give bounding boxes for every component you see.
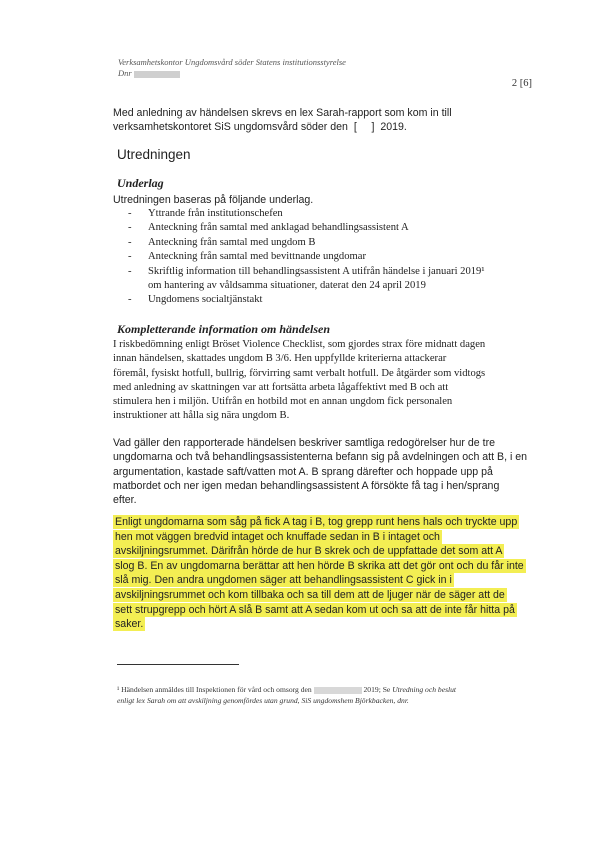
underlag-list (128, 207, 485, 308)
list-item: - Ungdomens socialtjänstakt (128, 293, 485, 307)
paragraph-line: efter. (113, 494, 137, 507)
redacted-date: [ ] (350, 121, 378, 134)
highlighted-paragraph (113, 515, 526, 632)
intro-line (113, 120, 452, 134)
list-item: - Yttrande från institutionschefen (128, 207, 485, 221)
subheading-underlag: Underlag (117, 176, 164, 190)
section-heading-utredningen: Utredningen (117, 147, 191, 162)
highlighted-line: Enligt ungdomarna som såg på fick A tag i B, tog grepp runt hens hals och tryckte upp (115, 516, 518, 528)
highlighted-line: saker. (115, 618, 144, 631)
paragraph-line: stimulera hen i miljön. Utifrån en hotbild mot en annan ungdom fick personalen (113, 396, 453, 408)
underlag-intro: Utredningen baseras på följande underlag. (113, 194, 314, 206)
paragraph-line: med anledning av skattningen var att fortsätta arbeta lågaffektivt med B och att (113, 381, 449, 393)
paragraph-line: föremål, fysiskt hotfull, bullrig, förvirring samt verbalt hotfull. De åtgärder som vidtogs (113, 367, 486, 379)
footnote-line (117, 684, 456, 695)
intro-line: Med anledning av händelsen skrevs en lex Sarah-rapport som kom in till (113, 107, 452, 119)
letterhead-line: Verksamhetskontor Ungdomsvård söder Statens institutionsstyrelse (118, 57, 346, 67)
list-item: - Skriftlig information till behandlingsassistent A utifrån händelse i januari 2019¹ (128, 265, 485, 279)
list-item: - Anteckning från samtal med ungdom B (128, 236, 485, 250)
intro-paragraph (113, 106, 452, 135)
highlighted-line: avskiljningsrummet och kom tillbaka och sa till dem att de ljuger när de säger att de (115, 588, 505, 601)
list-item: - Anteckning från samtal med bevittnande ungdomar (128, 250, 485, 264)
paragraph-line: instruktioner att hålla sig nära ungdom B. (113, 410, 290, 422)
paragraph-line: innan händelsen, skattades ungdom B 3/6. Hen uppfyllde kriterierna attackerar (113, 353, 447, 365)
paragraph-line: matbordet och ner igen medan behandlingsassistent A försökte få tag i hen/sprang (113, 479, 500, 492)
page-number: 2 [6] (511, 78, 532, 89)
highlighted-line: sett strupgrepp och hört A slå B samt att A sedan kom ut och sa att de inte får hitta på (115, 603, 515, 616)
intro-line-text: verksamhetskontoret SiS ungdomsvård söder den (113, 121, 348, 134)
paragraph-line: I riskbedömning enligt Bröset Violence Checklist, som gjordes strax före midnatt dagen (113, 339, 486, 350)
highlighted-line: slå mig. Den andra ungdomen säger att behandlingsassistent C gick in i (115, 574, 452, 587)
redacted-date (314, 687, 362, 694)
list-item: - Anteckning från samtal med anklagad behandlingsassistent A (128, 221, 485, 235)
footnote-reference: Utredning och beslut (392, 685, 457, 694)
highlighted-line: avskiljningsrummet. Därifrån hörde de hur B skrek och de uppfattade det som att A (115, 545, 503, 558)
paragraph-line: ungdomarna och två behandlingsassistenterna befann sig på avdelningen och att B, i en (113, 451, 528, 464)
case-number-label (118, 68, 180, 78)
highlighted-line: slog B. En av ungdomarna berättar att hen hörde B skrika att det gör ont och du får inte (115, 559, 524, 572)
intro-year: 2019. (380, 121, 407, 134)
footnote-line: enligt lex Sarah om att avskiljning genomfördes utan grund, SiS ungdomshem Björkbacken, dnr. (117, 696, 409, 705)
paragraph-line: argumentation, kastade saft/vatten mot A. B sprang därefter och hoppade upp på (113, 465, 493, 478)
kompletterande-paragraph (113, 338, 485, 424)
vad-galler-paragraph (113, 436, 527, 507)
subheading-kompletterande: Kompletterande information om händelsen (117, 322, 331, 336)
highlighted-line: hen mot väggen bredvid intaget och knuffade sedan in B i intaget och (115, 530, 440, 543)
footnote (117, 684, 456, 706)
paragraph-line: Vad gäller den rapporterade händelsen beskriver samtliga redogörelser hur de tre (113, 437, 495, 449)
footnote-separator (117, 664, 239, 665)
list-item-continuation: om hantering av våldsamma situationer, daterat den 24 april 2019 (148, 280, 426, 292)
dnr-label: Dnr (118, 68, 132, 78)
footnote-text: 2019; Se (363, 685, 391, 694)
footnote-text: ¹ Händelsen anmäldes till Inspektionen för vård och omsorg den (117, 685, 312, 694)
redacted-case-number (134, 71, 180, 78)
